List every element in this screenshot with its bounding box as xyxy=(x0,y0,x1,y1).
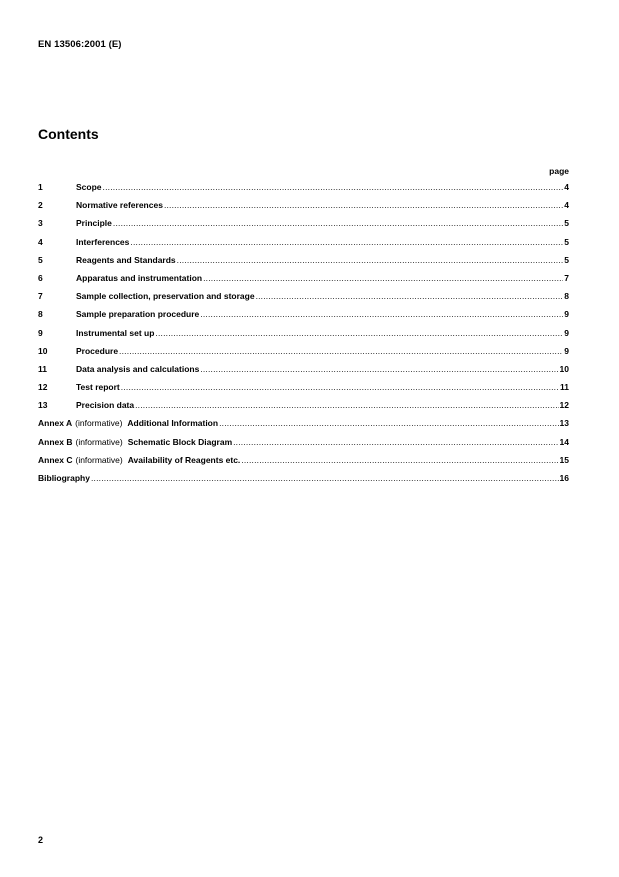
toc-dot-leader xyxy=(121,382,559,392)
toc-entry-page: 5 xyxy=(564,236,569,247)
toc-annex-label: Annex C xyxy=(38,454,73,465)
document-id: EN 13506:2001 (E) xyxy=(38,39,122,50)
toc-entry-page: 8 xyxy=(564,291,569,302)
toc-entry-title: Schematic Block Diagram xyxy=(127,436,233,447)
toc-entry-page: 4 xyxy=(564,200,569,211)
toc-entry-title: Availability of Reagents etc. xyxy=(127,454,241,465)
toc-entry-number: 2 xyxy=(38,200,43,211)
toc-entry-sample-preparation[interactable] xyxy=(38,309,569,327)
toc-annex-label: Annex A xyxy=(38,418,73,429)
toc-annex-type: (informative) xyxy=(75,454,123,465)
toc-entry-title: Apparatus and instrumentation xyxy=(76,272,203,283)
toc-entry-scope[interactable] xyxy=(38,182,569,200)
toc-entry-title: Normative references xyxy=(76,200,163,211)
toc-entry-data-analysis[interactable] xyxy=(38,364,569,382)
toc-entry-interferences[interactable] xyxy=(38,237,569,255)
toc-entry-title: Scope xyxy=(76,182,102,192)
toc-entry-title: Reagents and Standards xyxy=(76,254,176,265)
toc-entry-normative-references[interactable] xyxy=(38,200,569,218)
toc-annex-type: (informative) xyxy=(75,436,123,447)
toc-entry-page: 14 xyxy=(559,436,569,447)
toc-entry-page: 15 xyxy=(559,454,569,465)
toc-dot-leader xyxy=(130,237,563,247)
contents-heading: Contents xyxy=(38,126,99,142)
toc-entry-page: 5 xyxy=(564,254,569,265)
toc-annex-label: Annex B xyxy=(38,436,73,447)
toc-dot-leader xyxy=(91,473,559,483)
toc-entry-title: Test report xyxy=(76,382,120,393)
toc-entry-number: 5 xyxy=(38,254,43,265)
toc-entry-number: 10 xyxy=(38,345,48,356)
toc-entry-number: 1 xyxy=(38,182,43,192)
toc-dot-leader xyxy=(119,346,563,356)
toc-entry-number: 9 xyxy=(38,327,43,338)
toc-entry-page: 9 xyxy=(564,309,569,320)
toc-entry-page: 9 xyxy=(564,327,569,338)
toc-annex-type: (informative) xyxy=(75,418,123,429)
toc-entry-precision-data[interactable] xyxy=(38,400,569,418)
toc-entry-page: 4 xyxy=(564,182,569,192)
toc-entry-title: Interferences xyxy=(76,236,130,247)
toc-entry-annex-b[interactable] xyxy=(38,437,569,455)
toc-entry-number: 4 xyxy=(38,236,43,247)
toc-entry-annex-a[interactable] xyxy=(38,418,569,436)
toc-dot-leader xyxy=(219,418,558,428)
toc-entry-title: Procedure xyxy=(76,345,119,356)
toc-entry-title: Sample preparation procedure xyxy=(76,309,200,320)
toc-dot-leader xyxy=(241,455,558,465)
toc-entry-title: Instrumental set up xyxy=(76,327,155,338)
toc-dot-leader xyxy=(103,182,564,192)
toc-entry-reagents-and-standards[interactable] xyxy=(38,255,569,273)
toc-entry-number: 6 xyxy=(38,272,43,283)
toc-dot-leader xyxy=(135,400,558,410)
table-of-contents xyxy=(38,182,569,491)
toc-entry-number: 3 xyxy=(38,218,43,229)
toc-entry-page: 10 xyxy=(559,363,569,374)
toc-entry-procedure[interactable] xyxy=(38,346,569,364)
toc-entry-title: Data analysis and calculations xyxy=(76,363,200,374)
toc-dot-leader xyxy=(164,200,563,210)
toc-entry-title: Sample collection, preservation and storage xyxy=(76,291,255,302)
toc-entry-principle[interactable] xyxy=(38,218,569,236)
toc-entry-sample-collection[interactable] xyxy=(38,291,569,309)
toc-entry-apparatus[interactable] xyxy=(38,273,569,291)
toc-dot-leader xyxy=(203,273,563,283)
toc-entry-page: 13 xyxy=(559,418,569,429)
toc-entry-number: 12 xyxy=(38,382,48,393)
toc-entry-number: 11 xyxy=(38,363,47,374)
toc-dot-leader xyxy=(113,218,563,228)
toc-entry-page: 12 xyxy=(559,400,569,411)
toc-entry-title: Additional Information xyxy=(127,418,219,429)
toc-entry-number: 13 xyxy=(38,400,48,411)
toc-entry-number: 8 xyxy=(38,309,43,320)
page-column-label: page xyxy=(549,166,569,176)
toc-entry-page: 9 xyxy=(564,345,569,356)
toc-dot-leader xyxy=(177,255,564,265)
toc-entry-page: 11 xyxy=(560,382,569,393)
toc-entry-title: Principle xyxy=(76,218,112,229)
page-number: 2 xyxy=(38,835,44,845)
toc-dot-leader xyxy=(200,364,558,374)
toc-entry-instrumental-set-up[interactable] xyxy=(38,328,569,346)
toc-entry-page: 16 xyxy=(559,473,569,483)
toc-dot-leader xyxy=(200,309,563,319)
toc-entry-title: Bibliography xyxy=(38,473,90,483)
toc-entry-page: 5 xyxy=(564,218,569,229)
toc-dot-leader xyxy=(256,291,564,301)
toc-dot-leader xyxy=(155,328,563,338)
toc-entry-annex-c[interactable] xyxy=(38,455,569,473)
toc-entry-title: Precision data xyxy=(76,400,135,411)
toc-entry-number: 7 xyxy=(38,291,43,302)
toc-dot-leader xyxy=(233,437,558,447)
toc-entry-page: 7 xyxy=(564,272,569,283)
toc-entry-bibliography[interactable] xyxy=(38,473,569,491)
toc-entry-test-report[interactable] xyxy=(38,382,569,400)
